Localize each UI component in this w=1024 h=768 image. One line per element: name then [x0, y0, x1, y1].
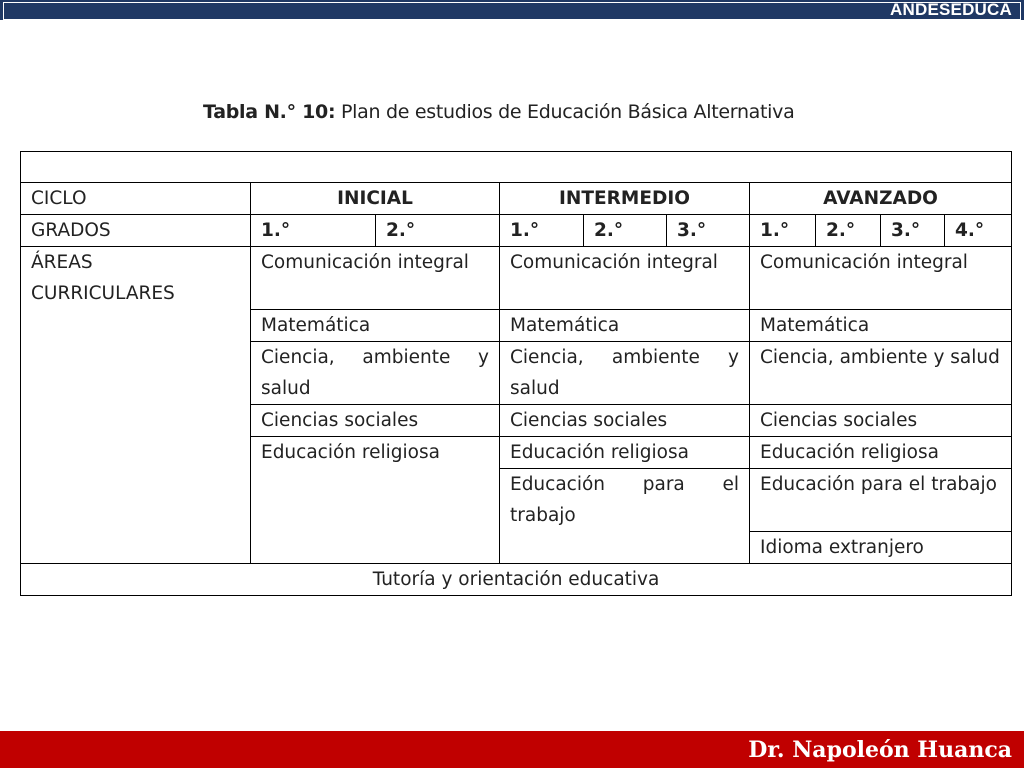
area-intermedio-6: Educación para el trabajo — [500, 469, 750, 564]
area-intermedio-1: Comunicación integral — [500, 247, 750, 310]
grade-intermedio-3: 3.° — [667, 215, 750, 247]
area-inicial-1: Comunicación integral — [251, 247, 500, 310]
brand-label: ANDESEDUCA — [890, 0, 1012, 19]
area-avanzado-5: Educación religiosa — [750, 437, 1012, 469]
table-title-text: Plan de estudios de Educación Básica Alternativa — [341, 101, 795, 123]
area-avanzado-7: Idioma extranjero — [750, 532, 1012, 564]
table-title-prefix: Tabla N.° 10: — [203, 101, 336, 123]
author-name: Dr. Napoleón Huanca — [748, 737, 1012, 763]
area-avanzado-1: Comunicación integral — [750, 247, 1012, 310]
area-avanzado-2: Matemática — [750, 310, 1012, 342]
cycle-intermedio: INTERMEDIO — [500, 183, 750, 215]
grados-label: GRADOS — [21, 215, 251, 247]
area-avanzado-3: Ciencia, ambiente y salud — [750, 342, 1012, 405]
area-avanzado-6: Educación para el trabajo — [750, 469, 1012, 532]
areas-label-line2: CURRICULARES — [31, 283, 175, 304]
area-inicial-5: Educación religiosa — [251, 437, 500, 564]
curriculum-table — [20, 151, 1012, 596]
table-row-area — [21, 247, 1012, 310]
area-intermedio-3: Ciencia, ambiente y salud — [500, 342, 750, 405]
cycle-avanzado: AVANZADO — [750, 183, 1012, 215]
areas-label-line1: ÁREAS — [31, 252, 93, 273]
blank-cell — [21, 152, 1012, 183]
table-row-grados — [21, 215, 1012, 247]
grade-avanzado-3: 3.° — [881, 215, 945, 247]
area-inicial-4: Ciencias sociales — [251, 405, 500, 437]
area-inicial-2: Matemática — [251, 310, 500, 342]
tutoria-cell: Tutoría y orientación educativa — [21, 564, 1012, 596]
ciclo-label: CICLO — [21, 183, 251, 215]
table-row-ciclo — [21, 183, 1012, 215]
grade-avanzado-1: 1.° — [750, 215, 816, 247]
grade-inicial-2: 2.° — [376, 215, 500, 247]
table-row-blank — [21, 152, 1012, 183]
table-row-footer — [21, 564, 1012, 596]
grade-inicial-1: 1.° — [251, 215, 376, 247]
area-intermedio-5: Educación religiosa — [500, 437, 750, 469]
area-inicial-3: Ciencia, ambiente y salud — [251, 342, 500, 405]
grade-intermedio-1: 1.° — [500, 215, 584, 247]
area-intermedio-4: Ciencias sociales — [500, 405, 750, 437]
grade-avanzado-4: 4.° — [945, 215, 1012, 247]
header-bar — [0, 0, 1024, 22]
header-frame — [3, 2, 1021, 20]
area-avanzado-4: Ciencias sociales — [750, 405, 1012, 437]
grade-avanzado-2: 2.° — [816, 215, 881, 247]
area-intermedio-2: Matemática — [500, 310, 750, 342]
grade-intermedio-2: 2.° — [584, 215, 667, 247]
footer-bar — [0, 731, 1024, 768]
cycle-inicial: INICIAL — [251, 183, 500, 215]
table-title — [203, 101, 794, 123]
areas-label — [21, 247, 251, 564]
